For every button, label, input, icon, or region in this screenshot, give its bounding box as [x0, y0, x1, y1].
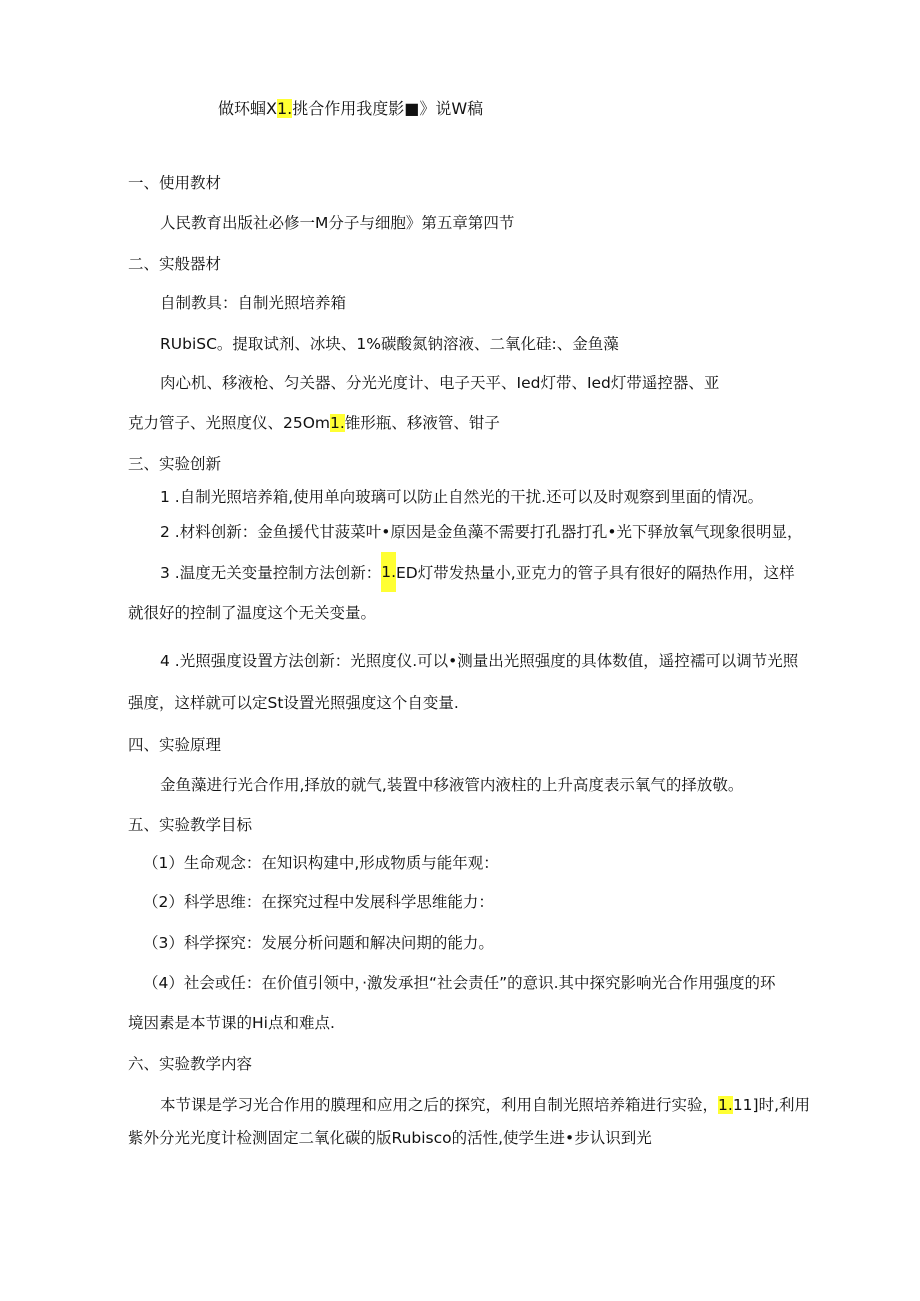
paragraph: 金鱼藻进行光合作用,择放的就气,装置中移液管内液柱的上升高度表示氧气的择放敬。	[160, 776, 744, 794]
paragraph: 强度，这样就可以定St设置光照强度这个自变量.	[128, 694, 459, 712]
section-heading-equipment: 二、实般器材	[128, 255, 222, 273]
list-item: 3 .温度无关变量控制方法创新：1.ED灯带发热量小,亚克力的管子具有很好的隔热作用，这样	[160, 562, 795, 592]
section-heading-innovation: 三、实验创新	[128, 455, 222, 473]
list-item: 1 .自制光照培养箱,使用单向玻璃可以防止自然光的干扰.还可以及时观察到里面的情况。	[160, 488, 764, 506]
list-item: （3）科学探究：发展分析问题和解决问期的能力。	[143, 934, 494, 952]
list-item: （4）社会或任：在价值引领中，·激发承担“社会责任”的意识.其中探究影响光合作用强度的环	[143, 974, 776, 992]
section-heading-principle: 四、实验原理	[128, 736, 222, 754]
section-heading-goals: 五、实验教学目标	[128, 816, 253, 834]
paragraph: 自制教具：自制光照培养箱	[160, 294, 347, 312]
section-heading-materials: 一、使用教材	[128, 174, 222, 192]
list-item: （1）生命观念：在知识构建中,形成物质与能年观：	[143, 854, 499, 872]
paragraph: 就很好的控制了温度这个无关变量。	[128, 604, 377, 622]
list-item: 4 .光照强度设置方法创新：光照度仪.可以•测量出光照强度的具体数值，遥控襦可以调节光照	[160, 652, 799, 670]
paragraph: RUbiSC。提取试剂、冰块、1%碳酸氮钠溶液、二氧化硅:、金鱼藻	[160, 335, 619, 353]
highlight-mark: 1.	[381, 552, 396, 592]
highlight-mark: 1.	[276, 99, 293, 118]
paragraph: 本节课是学习光合作用的膜理和应用之后的探究，利用自制光照培养箱进行实验，1.11]时,利用	[160, 1096, 811, 1114]
highlight-mark: 1.	[718, 1096, 733, 1114]
highlight-mark: 1.	[330, 414, 345, 432]
paragraph: 境因素是本节课的Hi点和难点.	[128, 1014, 335, 1032]
paragraph: 克力管子、光照度仪、25Om1.锥形瓶、移液管、钳子	[128, 414, 500, 432]
list-item: 2 .材料创新：金鱼援代甘菠菜叶•原因是金鱼藻不需要打孔器打孔•光下驿放氧气现象很明显，	[160, 523, 803, 541]
paragraph: 紫外分光光度计检测固定二氧化碳的版Rubisco的活性,使学生进•步认识到光	[128, 1129, 652, 1147]
section-heading-content: 六、实验教学内容	[128, 1055, 253, 1073]
list-item: （2）科学思维：在探究过程中发展科学思维能力：	[143, 893, 494, 911]
document-title: 做环蝈X1.挑合作用我度影■》说W稿	[218, 99, 484, 118]
paragraph: 人民教育出版社必修一M分子与细胞》第五章第四节	[160, 214, 515, 232]
paragraph: 肉心机、移液枪、匀关器、分光光度计、电子天平、Ied灯带、Ied灯带遥控器、亚	[160, 374, 720, 392]
